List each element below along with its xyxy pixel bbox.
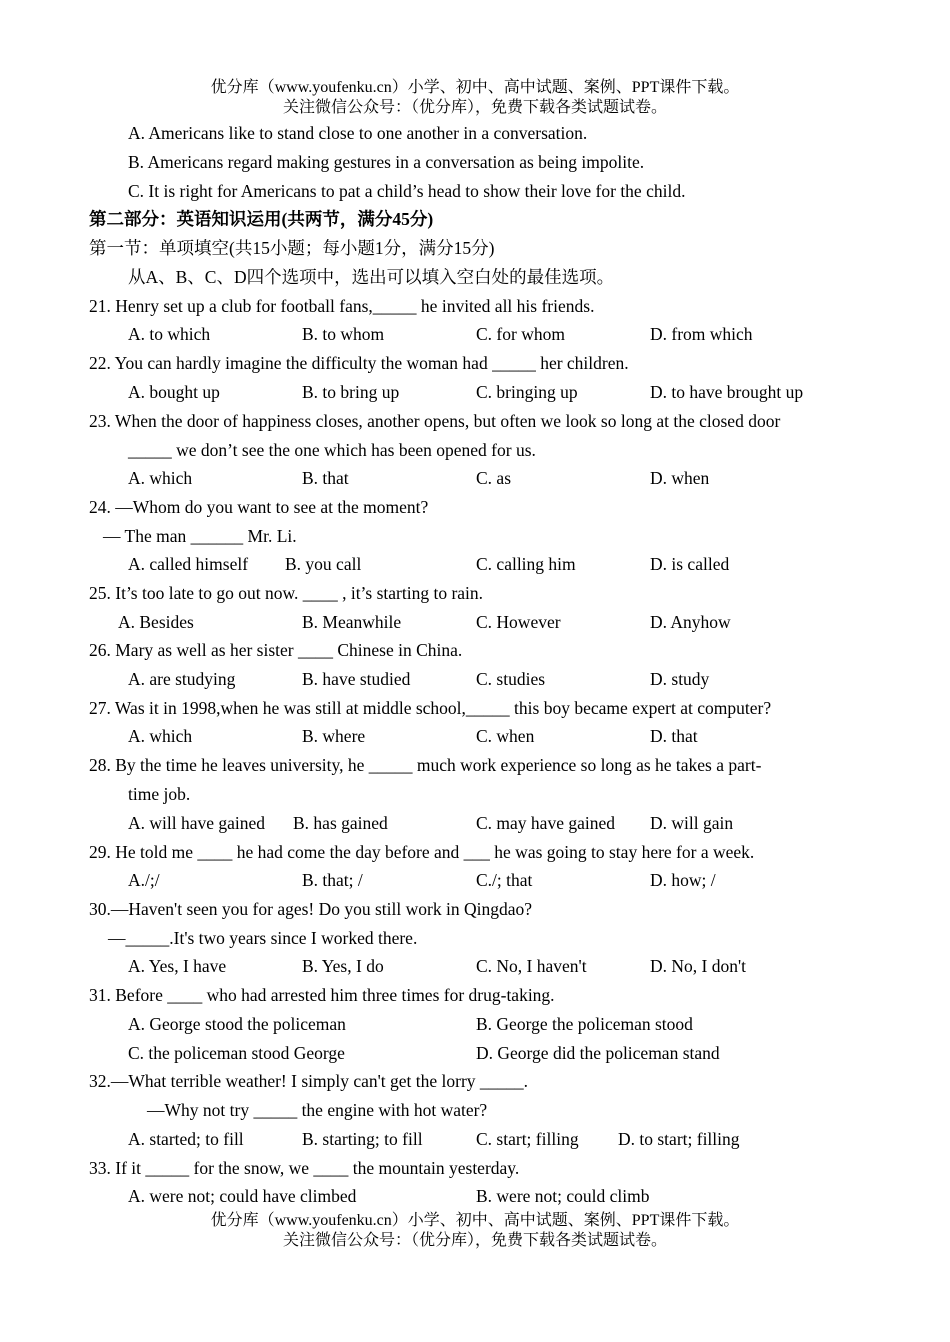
question-22-option-b: B. to bring up [302,382,400,402]
question-23-stem: 23. When the door of happiness closes, another opens, but often we look so long at the closed door [89,411,781,431]
question-33-option-b: B. were not; could climb [476,1186,650,1206]
question-22-option-c: C. bringing up [476,382,578,402]
question-22-stem: 22. You can hardly imagine the difficulty the woman had _____ her children. [89,353,629,373]
question-21-option-a: A. to which [128,324,211,344]
footer-line-2: 关注微信公众号：（优分库），免费下载各类试题试卷。 [282,1232,667,1249]
question-29-stem: 29. He told me ____ he had come the day before and ___ he was going to stay here for a week. [89,842,755,862]
question-28-option-b: B. has gained [293,813,388,833]
question-31-option-a: A. George stood the policeman [128,1014,346,1034]
question-21-option-d: D. from which [650,324,753,344]
section1-instruction: 从A、B、C、D四个选项中，选出可以填入空白处的最佳选项。 [128,267,615,287]
question-24-reply: — The man ______ Mr. Li. [103,526,297,546]
prev-option-c: C. It is right for Americans to pat a child’s head to show their love for the child. [128,181,686,201]
question-21-stem: 21. Henry set up a club for football fans,_____ he invited all his friends. [89,296,595,316]
question-30-stem: 30.—Haven't seen you for ages! Do you still work in Qingdao? [89,899,532,919]
prev-option-b: B. Americans regard making gestures in a conversation as being impolite. [128,152,645,172]
question-24-option-c: C. calling him [476,554,576,574]
question-23-stem-cont: _____ we don’t see the one which has been opened for us. [128,440,536,460]
question-32-reply: —Why not try _____ the engine with hot water? [147,1100,488,1120]
question-27-option-a: A. which [128,726,193,746]
question-26-option-a: A. are studying [128,669,236,689]
question-24-option-b: B. you call [285,554,362,574]
question-27-option-c: C. when [476,726,535,746]
question-25-stem: 25. It’s too late to go out now. ____ , it’s starting to rain. [89,583,484,603]
question-27-option-d: D. that [650,726,698,746]
question-26-option-b: B. have studied [302,669,411,689]
section1-title: 第一节：单项填空(共15小题；每小题1分，满分15分) [89,238,495,258]
question-30-option-d: D. No, I don't [650,956,746,976]
question-23-option-a: A. which [128,468,193,488]
question-29-option-b: B. that; / [302,870,363,890]
question-32-option-d: D. to start; filling [618,1129,740,1149]
question-27-stem: 27. Was it in 1998,when he was still at middle school,_____ this boy became expert at computer? [89,698,772,718]
part2-title: 第二部分：英语知识运用(共两节，满分45分) [89,209,434,229]
question-23-option-d: D. when [650,468,710,488]
question-26-option-d: D. study [650,669,710,689]
header-line-1: 优分库（www.youfenku.cn）小学、初中、高中试题、案例、PPT课件下载。 [210,79,740,96]
question-22-option-d: D. to have brought up [650,382,804,402]
question-32-option-b: B. starting; to fill [302,1129,423,1149]
question-31-option-b: B. George the policeman stood [476,1014,693,1034]
question-25-option-a: A. Besides [118,612,194,632]
question-31-option-c: C. the policeman stood George [128,1043,345,1063]
question-32-stem: 32.—What terrible weather! I simply can't get the lorry _____. [89,1071,529,1091]
question-29-option-c: C./; that [476,870,533,890]
question-28-option-d: D. will gain [650,813,734,833]
question-23-option-b: B. that [302,468,349,488]
question-24-option-a: A. called himself [128,554,249,574]
question-21-option-b: B. to whom [302,324,385,344]
question-31-stem: 31. Before ____ who had arrested him three times for drug-taking. [89,985,555,1005]
question-30-option-a: A. Yes, I have [128,956,227,976]
question-25-option-c: C. However [476,612,561,632]
footer-line-1: 优分库（www.youfenku.cn）小学、初中、高中试题、案例、PPT课件下载。 [210,1212,740,1229]
question-33-option-a: A. were not; could have climbed [128,1186,357,1206]
question-23-option-c: C. as [476,468,511,488]
question-31-option-d: D. George did the policeman stand [476,1043,720,1063]
question-21-option-c: C. for whom [476,324,565,344]
question-30-reply: —_____.It's two years since I worked there. [108,928,418,948]
question-28-option-a: A. will have gained [128,813,266,833]
prev-option-a: A. Americans like to stand close to one another in a conversation. [128,123,588,143]
question-30-option-c: C. No, I haven't [476,956,587,976]
question-27-option-b: B. where [302,726,366,746]
question-26-stem: 26. Mary as well as her sister ____ Chinese in China. [89,640,463,660]
question-22-option-a: A. bought up [128,382,220,402]
question-28-stem-cont: time job. [128,784,191,804]
header-line-2: 关注微信公众号：（优分库），免费下载各类试题试卷。 [282,99,667,116]
question-28-option-c: C. may have gained [476,813,615,833]
question-26-option-c: C. studies [476,669,546,689]
question-29-option-a: A./;/ [128,870,160,890]
question-25-option-d: D. Anyhow [650,612,731,632]
question-29-option-d: D. how; / [650,870,716,890]
question-28-stem: 28. By the time he leaves university, he _____ much work experience so long as he takes a part- [89,755,762,775]
question-33-stem: 33. If it _____ for the snow, we ____ the mountain yesterday. [89,1158,520,1178]
question-24-stem: 24. —Whom do you want to see at the moment? [89,497,429,517]
question-25-option-b: B. Meanwhile [302,612,402,632]
question-30-option-b: B. Yes, I do [302,956,384,976]
question-24-option-d: D. is called [650,554,730,574]
question-32-option-a: A. started; to fill [128,1129,244,1149]
question-32-option-c: C. start; filling [476,1129,579,1149]
